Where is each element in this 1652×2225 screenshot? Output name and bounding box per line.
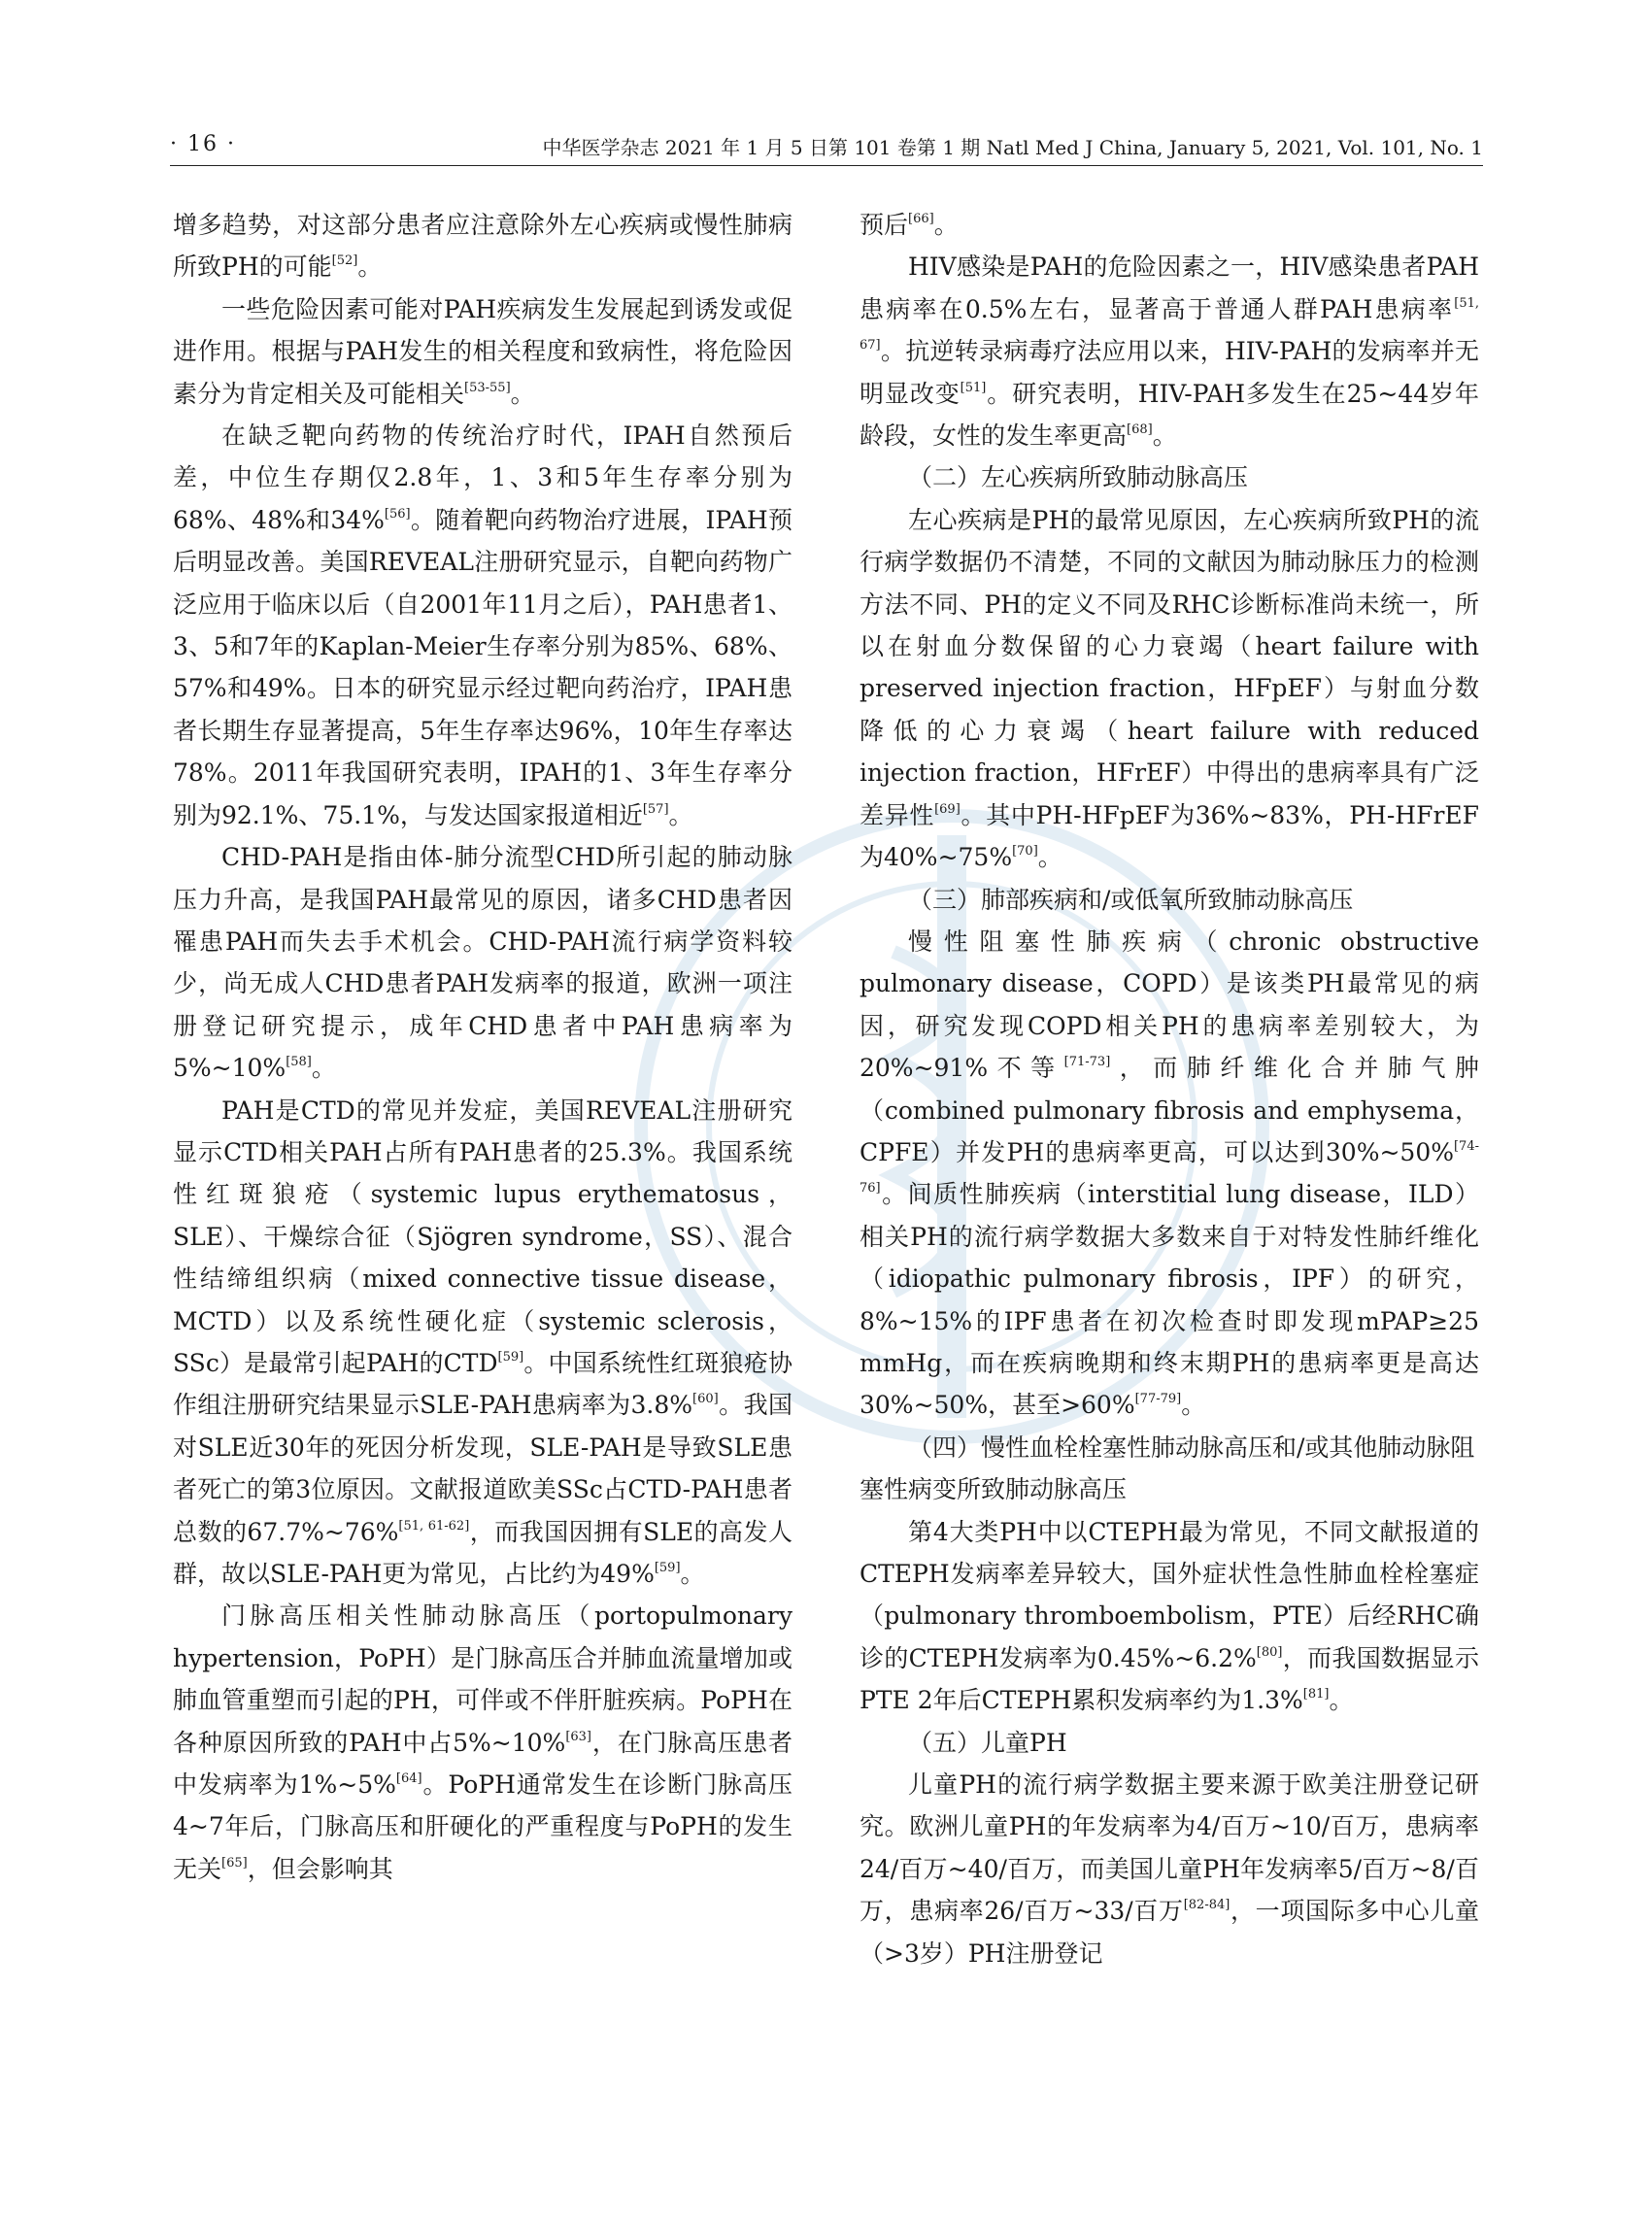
journal-citation: 中华医学杂志 2021 年 1 月 5 日第 101 卷第 1 期 Natl Med J China, January 5, 2021, Vol. 101, No. 1	[542, 136, 1483, 159]
left-column	[173, 204, 792, 2137]
paragraph: 一些危险因素可能对PAH疾病发生发展起到诱发或促进作用。根据与PAH发生的相关程度和致病性，将危险因素分为肯定相关及可能相关[53-55]。	[173, 294, 792, 408]
running-header	[170, 132, 1483, 166]
paragraph: 在缺乏靶向药物的传统治疗时代，IPAH自然预后差，中位生存期仅2.8年，1、3和5年生存率分别为68%、48%和34%[56]。随着靶向药物治疗进展，IPAH预后明显改善。美国REVEAL注册研究显示，自靶向药物广泛应用于临床以后（自2001年11月之后），PAH患者1、3、5和7年的Kaplan-Meier生存率分别为85%、68%、57%和49%。日本的研究显示经过靶向药治疗，IPAH患者长期生存显著提高，5年生存率达96%，10年生存率达78%。2011年我国研究表明，IPAH的1、3年生存率分别为92.1%、75.1%，与发达国家报道相近[57]。	[173, 421, 792, 829]
paragraph: CHD-PAH是指由体-肺分流型CHD所引起的肺动脉压力升高，是我国PAH最常见的原因，诸多CHD患者因罹患PAH而失去手术机会。CHD-PAH流行病学资料较少，尚无成人CHD患者PAH发病率的报道，欧洲一项注册登记研究提示，成年CHD患者中PAH患病率为5%~10%[58]。	[173, 843, 792, 1083]
paragraph: 增多趋势，对这部分患者应注意除外左心疾病或慢性肺病所致PH的可能[52]。	[173, 211, 792, 282]
page-number: · 16 ·	[170, 132, 236, 156]
paragraph: PAH是CTD的常见并发症，美国REVEAL注册研究显示CTD相关PAH占所有PAH患者的25.3%。我国系统性红斑狼疮（systemic lupus erythematosus，SLE）、干燥综合征（Sjögren syndrome，SS）、混合性结缔组织病（mixed connective tissue disease，MCTD）以及系统性硬化症（systemic sclerosis，SSc）是最常引起PAH的CTD[59]。中国系统性红斑狼疮协作组注册研究结果显示SLE-PAH患病率为3.8%[60]。我国对SLE近30年的死因分析发现，SLE-PAH是导致SLE患者死亡的第3位原因。文献报道欧美SSc占CTD-PAH患者总数的67.7%~76%[51, 61-62]，而我国因拥有SLE的高发人群，故以SLE-PAH更为常见，占比约为49%[59]。	[173, 1096, 792, 1588]
section-heading: （五）儿童PH	[908, 1728, 1067, 1757]
paragraph: HIV感染是PAH的危险因素之一，HIV感染患者PAH患病率在0.5%左右，显著高于普通人群PAH患病率[51, 67]。抗逆转录病毒疗法应用以来，HIV-PAH的发病率并无明显改变[51]。研究表明，HIV-PAH多发生在25~44岁年龄段，女性的发生率更高[68]。	[860, 253, 1479, 451]
paragraph: 第4大类PH中以CTEPH最为常见，不同文献报道的CTEPH发病率差异较大，国外症状性急性肺血栓栓塞症（pulmonary thromboembolism，PTE）后经RHC确诊的CTEPH发病率为0.45%~6.2%[80]，而我国数据显示PTE 2年后CTEPH累积发病率约为1.3%[81]。	[860, 1517, 1479, 1715]
section-heading: （四）慢性血栓栓塞性肺动脉高压和/或其他肺动脉阻塞性病变所致肺动脉高压	[860, 1433, 1475, 1504]
paragraph: 门脉高压相关性肺动脉高压（portopulmonary hypertension，PoPH）是门脉高压合并肺血流量增加或肺血管重塑而引起的PH，可伴或不伴肝脏疾病。PoPH在各种原因所致的PAH中占5%~10%[63]，在门脉高压患者中发病率为1%~5%[64]。PoPH通常发生在诊断门脉高压4~7年后，门脉高压和肝硬化的严重程度与PoPH的发生无关[65]，但会影响其	[173, 1601, 792, 1883]
paragraph: 儿童PH的流行病学数据主要来源于欧美注册登记研究。欧洲儿童PH的年发病率为4/百万~10/百万，患病率24/百万~40/百万，而美国儿童PH年发病率5/百万~8/百万，患病率26/百万~33/百万[82-84]，一项国际多中心儿童（>3岁）PH注册登记	[860, 1770, 1479, 1968]
paragraph: 慢性阻塞性肺疾病（chronic obstructive pulmonary disease，COPD）是该类PH最常见的病因，研究发现COPD相关PH的患病率差别较大，为20%~91%不等[71-73]，而肺纤维化合并肺气肿（combined pulmonary fibrosis and emphysema，CPFE）并发PH的患病率更高，可以达到30%~50%[74-76]。间质性肺疾病（interstitial lung disease，ILD）相关PH的流行病学数据大多数来自于对特发性肺纤维化（idiopathic pulmonary fibrosis，IPF）的研究，8%~15%的IPF患者在初次检查时即发现mPAP≥25 mmHg，而在疾病晚期和终末期PH的患病率更是高达30%~50%，甚至>60%[77-79]。	[860, 927, 1479, 1420]
right-column	[860, 204, 1479, 2137]
paragraph: 预后[66]。	[860, 211, 959, 239]
paragraph: 左心疾病是PH的最常见原因，左心疾病所致PH的流行病学数据仍不清楚，不同的文献因为肺动脉压力的检测方法不同、PH的定义不同及RHC诊断标准尚未统一，所以在射血分数保留的心力衰竭（heart failure with preserved injection fraction，HFpEF）与射血分数降低的心力衰竭（heart failure with reduced injection fraction，HFrEF）中得出的患病率具有广泛差异性[69]。其中PH-HFpEF为36%~83%，PH-HFrEF为40%~75%[70]。	[860, 505, 1479, 872]
section-heading: （三）肺部疾病和/或低氧所致肺动脉高压	[908, 885, 1354, 914]
section-heading: （二）左心疾病所致肺动脉高压	[908, 463, 1249, 492]
